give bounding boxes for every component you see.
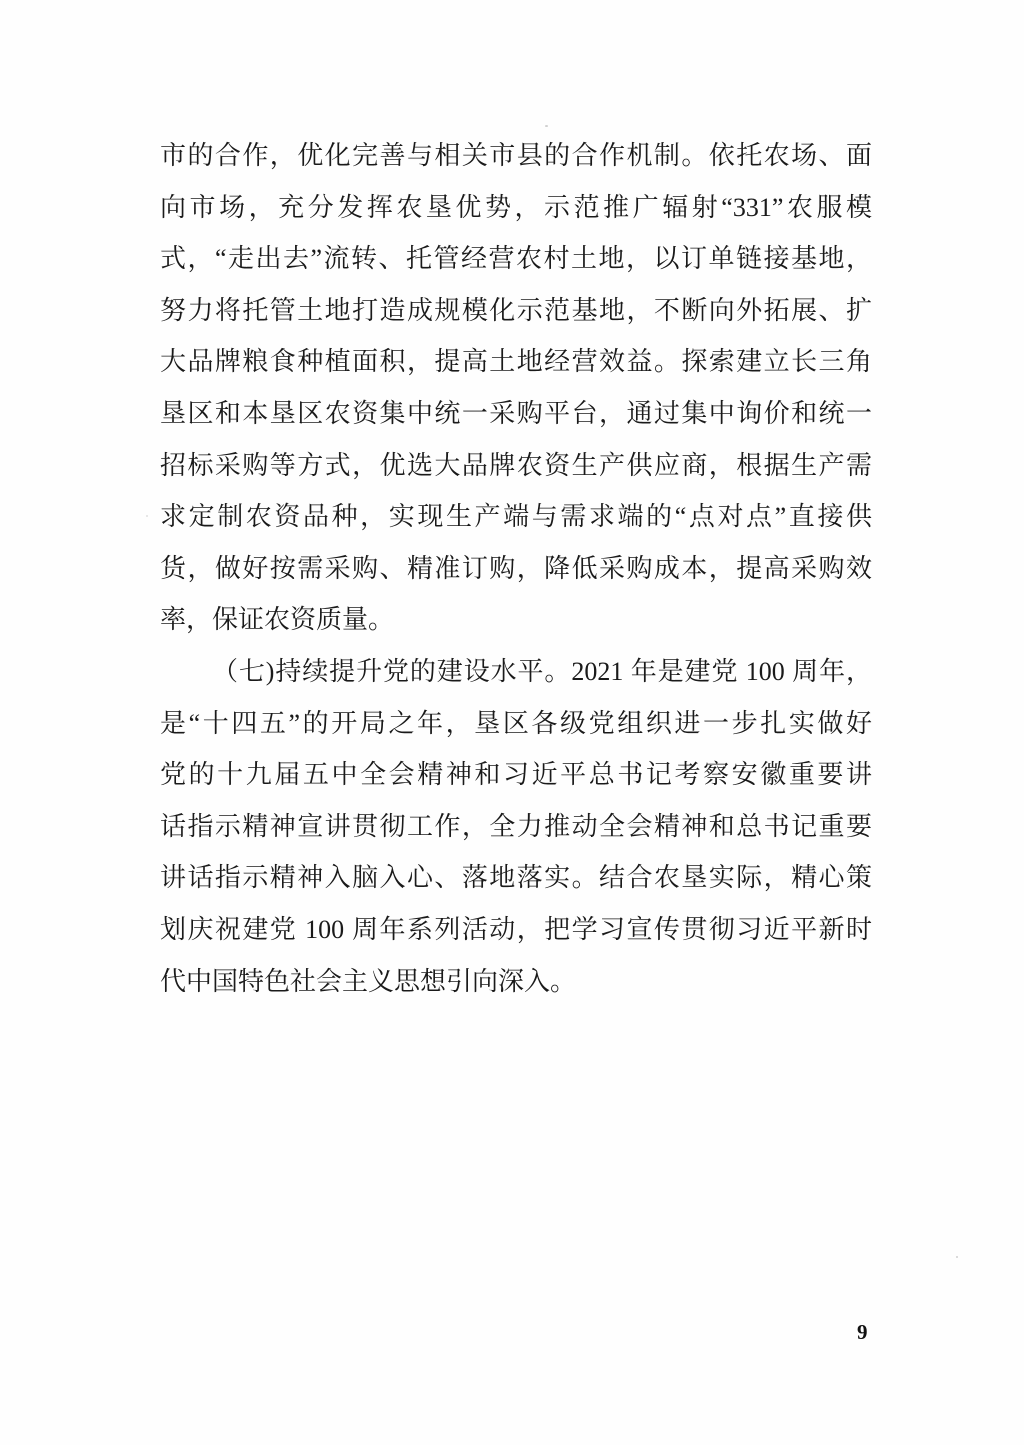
body-line-11: （七)持续提升党的建设水平。2021 年是建党 100 周年，: [212, 656, 872, 686]
scan-artifact: [146, 515, 148, 517]
body-line-12: 是“十四五”的开局之年，垦区各级党组织进一步扎实做好: [160, 708, 872, 738]
body-line-6: 垦区和本垦区农资集中统一采购平台，通过集中询价和统一: [160, 398, 872, 428]
scan-artifact: [545, 125, 548, 127]
body-line-4: 努力将托管土地打造成规模化示范基地，不断向外拓展、扩: [160, 295, 872, 325]
body-line-16: 划庆祝建党 100 周年系列活动，把学习宣传贯彻习近平新时: [160, 914, 872, 944]
body-line-2: 向市场，充分发挥农垦优势，示范推广辐射“331”农服模: [160, 192, 872, 222]
body-line-17: 代中国特色社会主义思想引向深入。: [160, 966, 577, 996]
body-line-15: 讲话指示精神入脑入心、落地落实。结合农垦实际，精心策: [160, 863, 872, 893]
page-number: 9: [857, 1320, 868, 1344]
body-line-1: 市的合作，优化完善与相关市县的合作机制。依托农场、面: [160, 141, 872, 170]
document-body: [160, 130, 872, 1007]
body-line-13: 党的十九届五中全会精神和习近平总书记考察安徽重要讲: [160, 760, 872, 790]
body-line-10: 率，保证农资质量。: [160, 605, 395, 635]
body-line-5: 大品牌粮食种植面积，提高土地经营效益。探索建立长三角: [160, 347, 872, 377]
scan-artifact: [956, 1256, 958, 1258]
body-line-7: 招标采购等方式，优选大品牌农资生产供应商，根据生产需: [160, 450, 872, 480]
body-line-9: 货，做好按需采购、精准订购，降低采购成本，提高采购效: [160, 553, 872, 583]
body-line-3: 式，“走出去”流转、托管经营农村土地，以订单链接基地，: [160, 244, 872, 274]
body-line-14: 话指示精神宣讲贯彻工作，全力推动全会精神和总书记重要: [160, 811, 872, 841]
body-line-8: 求定制农资品种，实现生产端与需求端的“点对点”直接供: [160, 502, 872, 532]
